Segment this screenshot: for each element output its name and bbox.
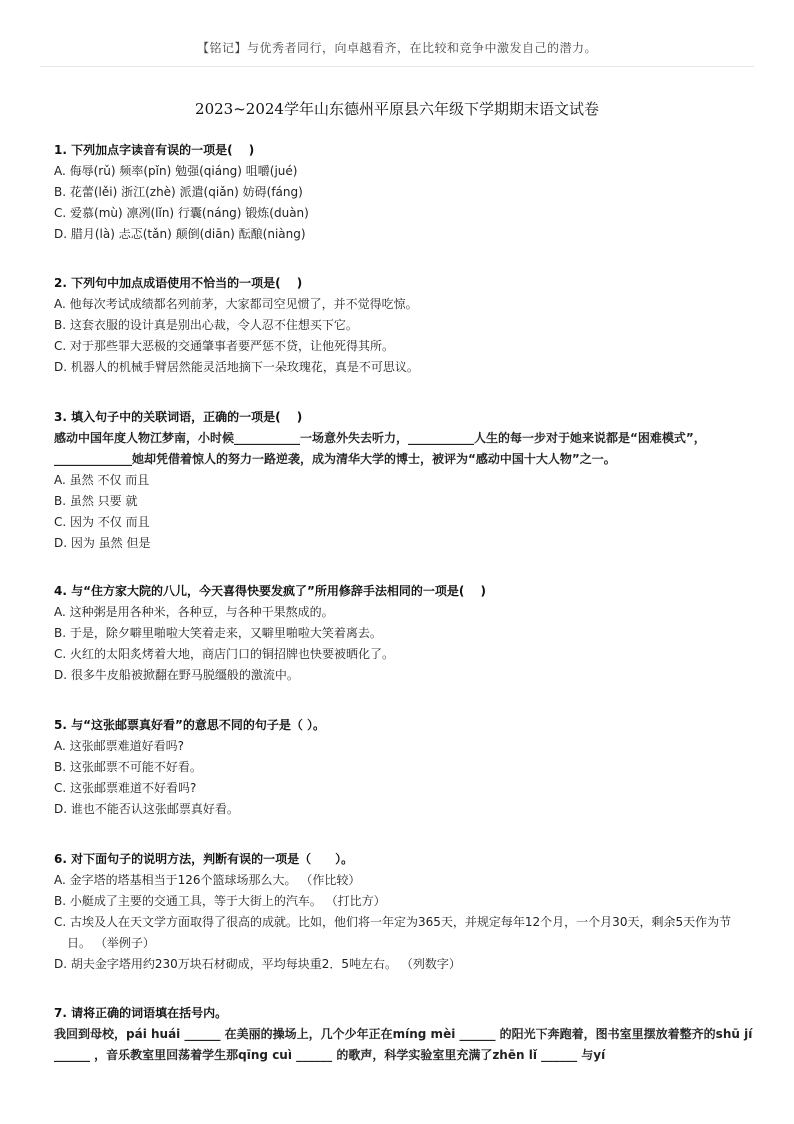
option-a: A. 金字塔的塔基相当于126个篮球场那么大。 （作比较） [54, 873, 361, 887]
question-passage: 感动中国年度人物江梦南，小时候___________一场意外失去听力，___________人生的每一步对于她来说都是“困难模式”，_____________她却凭借着惊人的努力一路逆袭，成为清华大学的博士，被评为“感动中国十大人物”之一。 [54, 431, 706, 466]
option-a: A. 虽然 不仅 而且 [54, 473, 150, 487]
header-motto: 【铭记】与优秀者同行，向卓越看齐，在比较和竞争中激发自己的潜力。 [196, 41, 597, 55]
option-c: C. 对于那些罪大恶极的交通肇事者要严惩不贷，让他死得其所。 [54, 339, 395, 353]
option-a: A. 这张邮票难道好看吗? [54, 739, 184, 753]
option-d: D. 谁也不能否认这张邮票真好看。 [54, 802, 239, 816]
option-b: B. 小艇成了主要的交通工具，等于大街上的汽车。 （打比方） [54, 894, 386, 908]
question-stem: 5. 与“这张邮票真好看”的意思不同的句子是（ ）。 [54, 718, 326, 732]
option-c: C. 爱慕(mù) 凛冽(lǐn) 行囊(náng) 锻炼(duàn) [54, 206, 309, 220]
option-c: C. 古埃及人在天文学方面取得了很高的成就。比如，他们将一年定为365天，并规定每年12个月，一个月30天，剩余5天作为节日。 （举例子） [54, 915, 732, 950]
question-stem: 2. 下列句中加点成语使用不恰当的一项是( ) [54, 276, 303, 290]
option-b: B. 这张邮票不可能不好看。 [54, 760, 202, 774]
header-divider [40, 66, 754, 67]
option-d: D. 因为 虽然 但是 [54, 536, 151, 550]
option-c: C. 因为 不仅 而且 [54, 515, 150, 529]
question-stem: 4. 与“住方家大院的八儿，今天喜得快要发疯了”所用修辞手法相同的一项是( ) [54, 584, 487, 598]
option-d: D. 胡夫金字塔用约230万块石材砌成，平均每块重2．5吨左右。 （列数字） [54, 957, 461, 971]
option-c: C. 这张邮票难道不好看吗? [54, 781, 197, 795]
option-d: D. 机器人的机械手臂居然能灵活地摘下一朵玫瑰花，真是不可思议。 [54, 360, 419, 374]
question-6 [54, 849, 754, 975]
question-7 [54, 1003, 754, 1066]
question-5 [54, 715, 754, 820]
question-stem: 1. 下列加点字读音有误的一项是( ) [54, 143, 255, 157]
option-a: A. 他每次考试成绩都名列前茅，大家都司空见惯了，并不觉得吃惊。 [54, 297, 418, 311]
page-title: 2023~2024学年山东德州平原县六年级下学期期末语文试卷 [195, 100, 599, 118]
option-d: D. 很多牛皮船被掀翻在野马脱缰般的激流中。 [54, 668, 299, 682]
question-stem: 6. 对下面句子的说明方法，判断有误的一项是（ ）。 [54, 852, 354, 866]
option-b: B. 虽然 只要 就 [54, 494, 138, 508]
option-a: A. 侮辱(rǔ) 频率(pǐn) 勉强(qiáng) 咀嚼(jué) [54, 164, 298, 178]
question-stem: 7. 请将正确的词语填在括号内。 [54, 1006, 228, 1020]
question-stem: 3. 填入句子中的关联词语，正确的一项是( ) [54, 410, 303, 424]
option-a: A. 这种粥是用各种米，各种豆，与各种干果熬成的。 [54, 605, 334, 619]
question-4 [54, 581, 754, 686]
question-passage: 我回到母校，pái huái ______ 在美丽的操场上，几个少年正在míng mèi ______ 的阳光下奔跑着，图书室里摆放着整齐的shū jí ______ ，音乐教室里回荡着学生那qīng cuì ______ 的歌声，科学实验室里充满了zhēn lǐ ______ 与yí [54, 1027, 753, 1062]
option-d: D. 腊月(là) 忐忑(tǎn) 颠倒(diān) 酝酿(niàng) [54, 227, 306, 241]
option-b: B. 这套衣服的设计真是别出心裁，令人忍不住想买下它。 [54, 318, 358, 332]
question-1 [54, 140, 754, 245]
option-b: B. 花蕾(lěi) 浙江(zhè) 派遣(qiǎn) 妨碍(fáng) [54, 185, 303, 199]
question-3 [54, 407, 754, 554]
option-c: C. 火红的太阳炙烤着大地，商店门口的铜招牌也快要被晒化了。 [54, 647, 395, 661]
question-2 [54, 273, 754, 378]
option-b: B. 于是，除夕噼里啪啦大笑着走来，又噼里啪啦大笑着离去。 [54, 626, 382, 640]
